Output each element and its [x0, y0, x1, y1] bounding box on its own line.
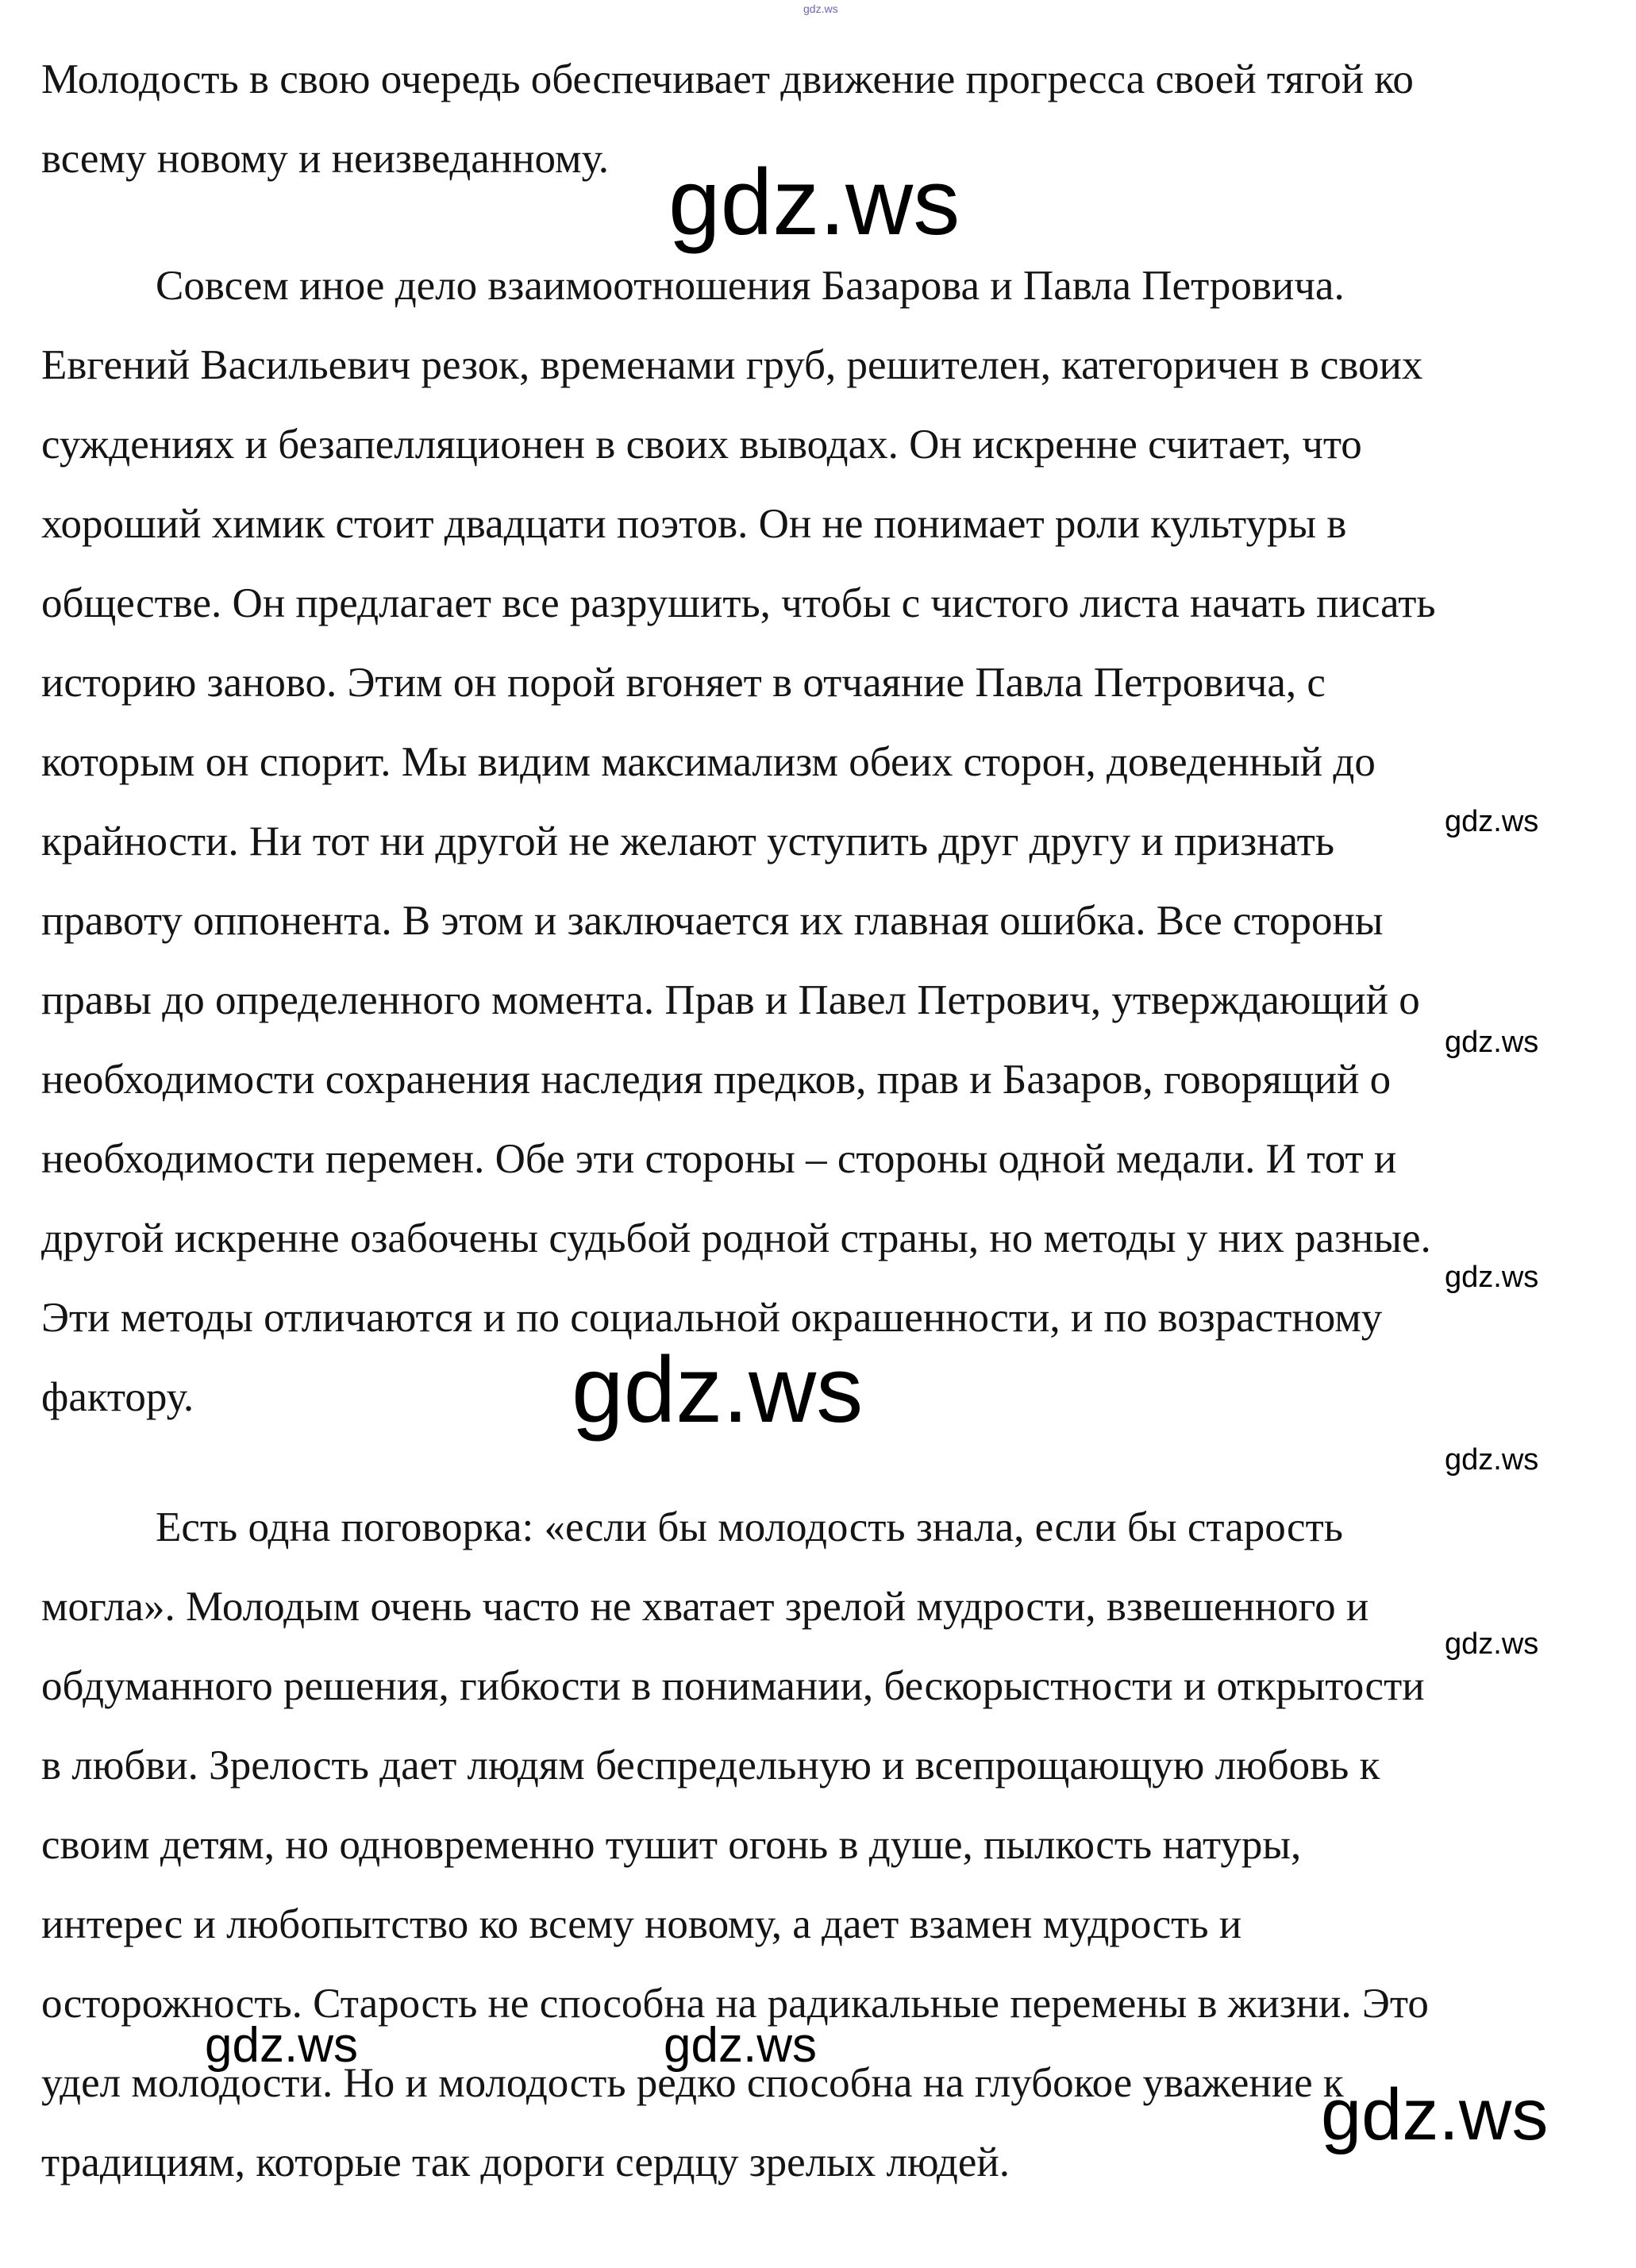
text-line: Евгений Васильевич резок, временами груб, решителен, категоричен в своих [41, 342, 1423, 388]
text-line: суждениях и безапелляционен в своих выводах. Он искренне считает, что [41, 422, 1362, 468]
text-line: традициям, которые так дороги сердцу зрелых людей. [41, 2139, 1010, 2185]
text-line: в любви. Зрелость дает людям беспредельную и всепрощающую любовь к [41, 1742, 1380, 1789]
text-line: удел молодости. Но и молодость редко способна на глубокое уважение к [41, 2060, 1344, 2106]
text-line: хороший химик стоит двадцати поэтов. Он не понимает роли культуры в [41, 501, 1347, 547]
text-line: фактору. [41, 1374, 194, 1420]
text-line: Есть одна поговорка: «если бы молодость знала, если бы старость [156, 1504, 1343, 1550]
text-line: которым он спорит. Мы видим максимализм обеих сторон, доведенный до [41, 739, 1376, 785]
text-line: необходимости перемен. Обе эти стороны – стороны одной медали. И тот и [41, 1136, 1397, 1182]
text-line: интерес и любопытство ко всему новому, а дает взамен мудрость и [41, 1901, 1242, 1947]
watermark-small: gdz.ws [1445, 1443, 1539, 1477]
text-line: Эти методы отличаются и по социальной окрашенности, и по возрастному [41, 1295, 1383, 1341]
text-line: другой искренне озабочены судьбой родной страны, но методы у них разные. [41, 1215, 1431, 1261]
watermark-large: gdz.ws [1321, 2074, 1549, 2155]
text-line: Молодость в свою очередь обеспечивает движение прогресса своей тягой ко [41, 56, 1414, 102]
text-line: своим детям, но одновременно тушит огонь в душе, пылкость натуры, [41, 1822, 1302, 1868]
text-line: правоту оппонента. В этом и заключается их главная ошибка. Все стороны [41, 898, 1384, 944]
watermark-small: gdz.ws [1445, 1261, 1539, 1294]
text-line: обдуманного решения, гибкости в понимании, бескорыстности и открытости [41, 1663, 1425, 1709]
watermark-large: gdz.ws [668, 150, 960, 255]
text-line: историю заново. Этим он порой вгоняет в отчаяние Павла Петровича, с [41, 660, 1326, 706]
text-line: могла». Молодым очень часто не хватает зрелой мудрости, взвешенного и [41, 1584, 1369, 1630]
watermark-large: gdz.ws [572, 1338, 864, 1442]
text-line: обществе. Он предлагает все разрушить, чтобы с чистого листа начать писать [41, 580, 1436, 626]
text-line: правы до определенного момента. Прав и Павел Петрович, утверждающий о [41, 977, 1420, 1023]
watermark-small: gdz.ws [1445, 805, 1539, 838]
text-line: Совсем иное дело взаимоотношения Базарова и Павла Петровича. [156, 263, 1345, 309]
text-line: крайности. Ни тот ни другой не желают уступить друг другу и признать [41, 818, 1334, 864]
text-line: всему новому и неизведанному. [41, 136, 610, 182]
watermark-medium: gdz.ws [205, 2018, 358, 2073]
text-line: осторожность. Старость не способна на радикальные перемены в жизни. Это [41, 1981, 1429, 2027]
watermark-medium: gdz.ws [664, 2018, 817, 2073]
text-line: необходимости сохранения наследия предков, прав и Базаров, говорящий о [41, 1057, 1392, 1103]
watermark-small: gdz.ws [1445, 1627, 1539, 1661]
watermark-small: gdz.ws [1445, 1026, 1539, 1059]
watermark-top: gdz.ws [803, 2, 838, 15]
